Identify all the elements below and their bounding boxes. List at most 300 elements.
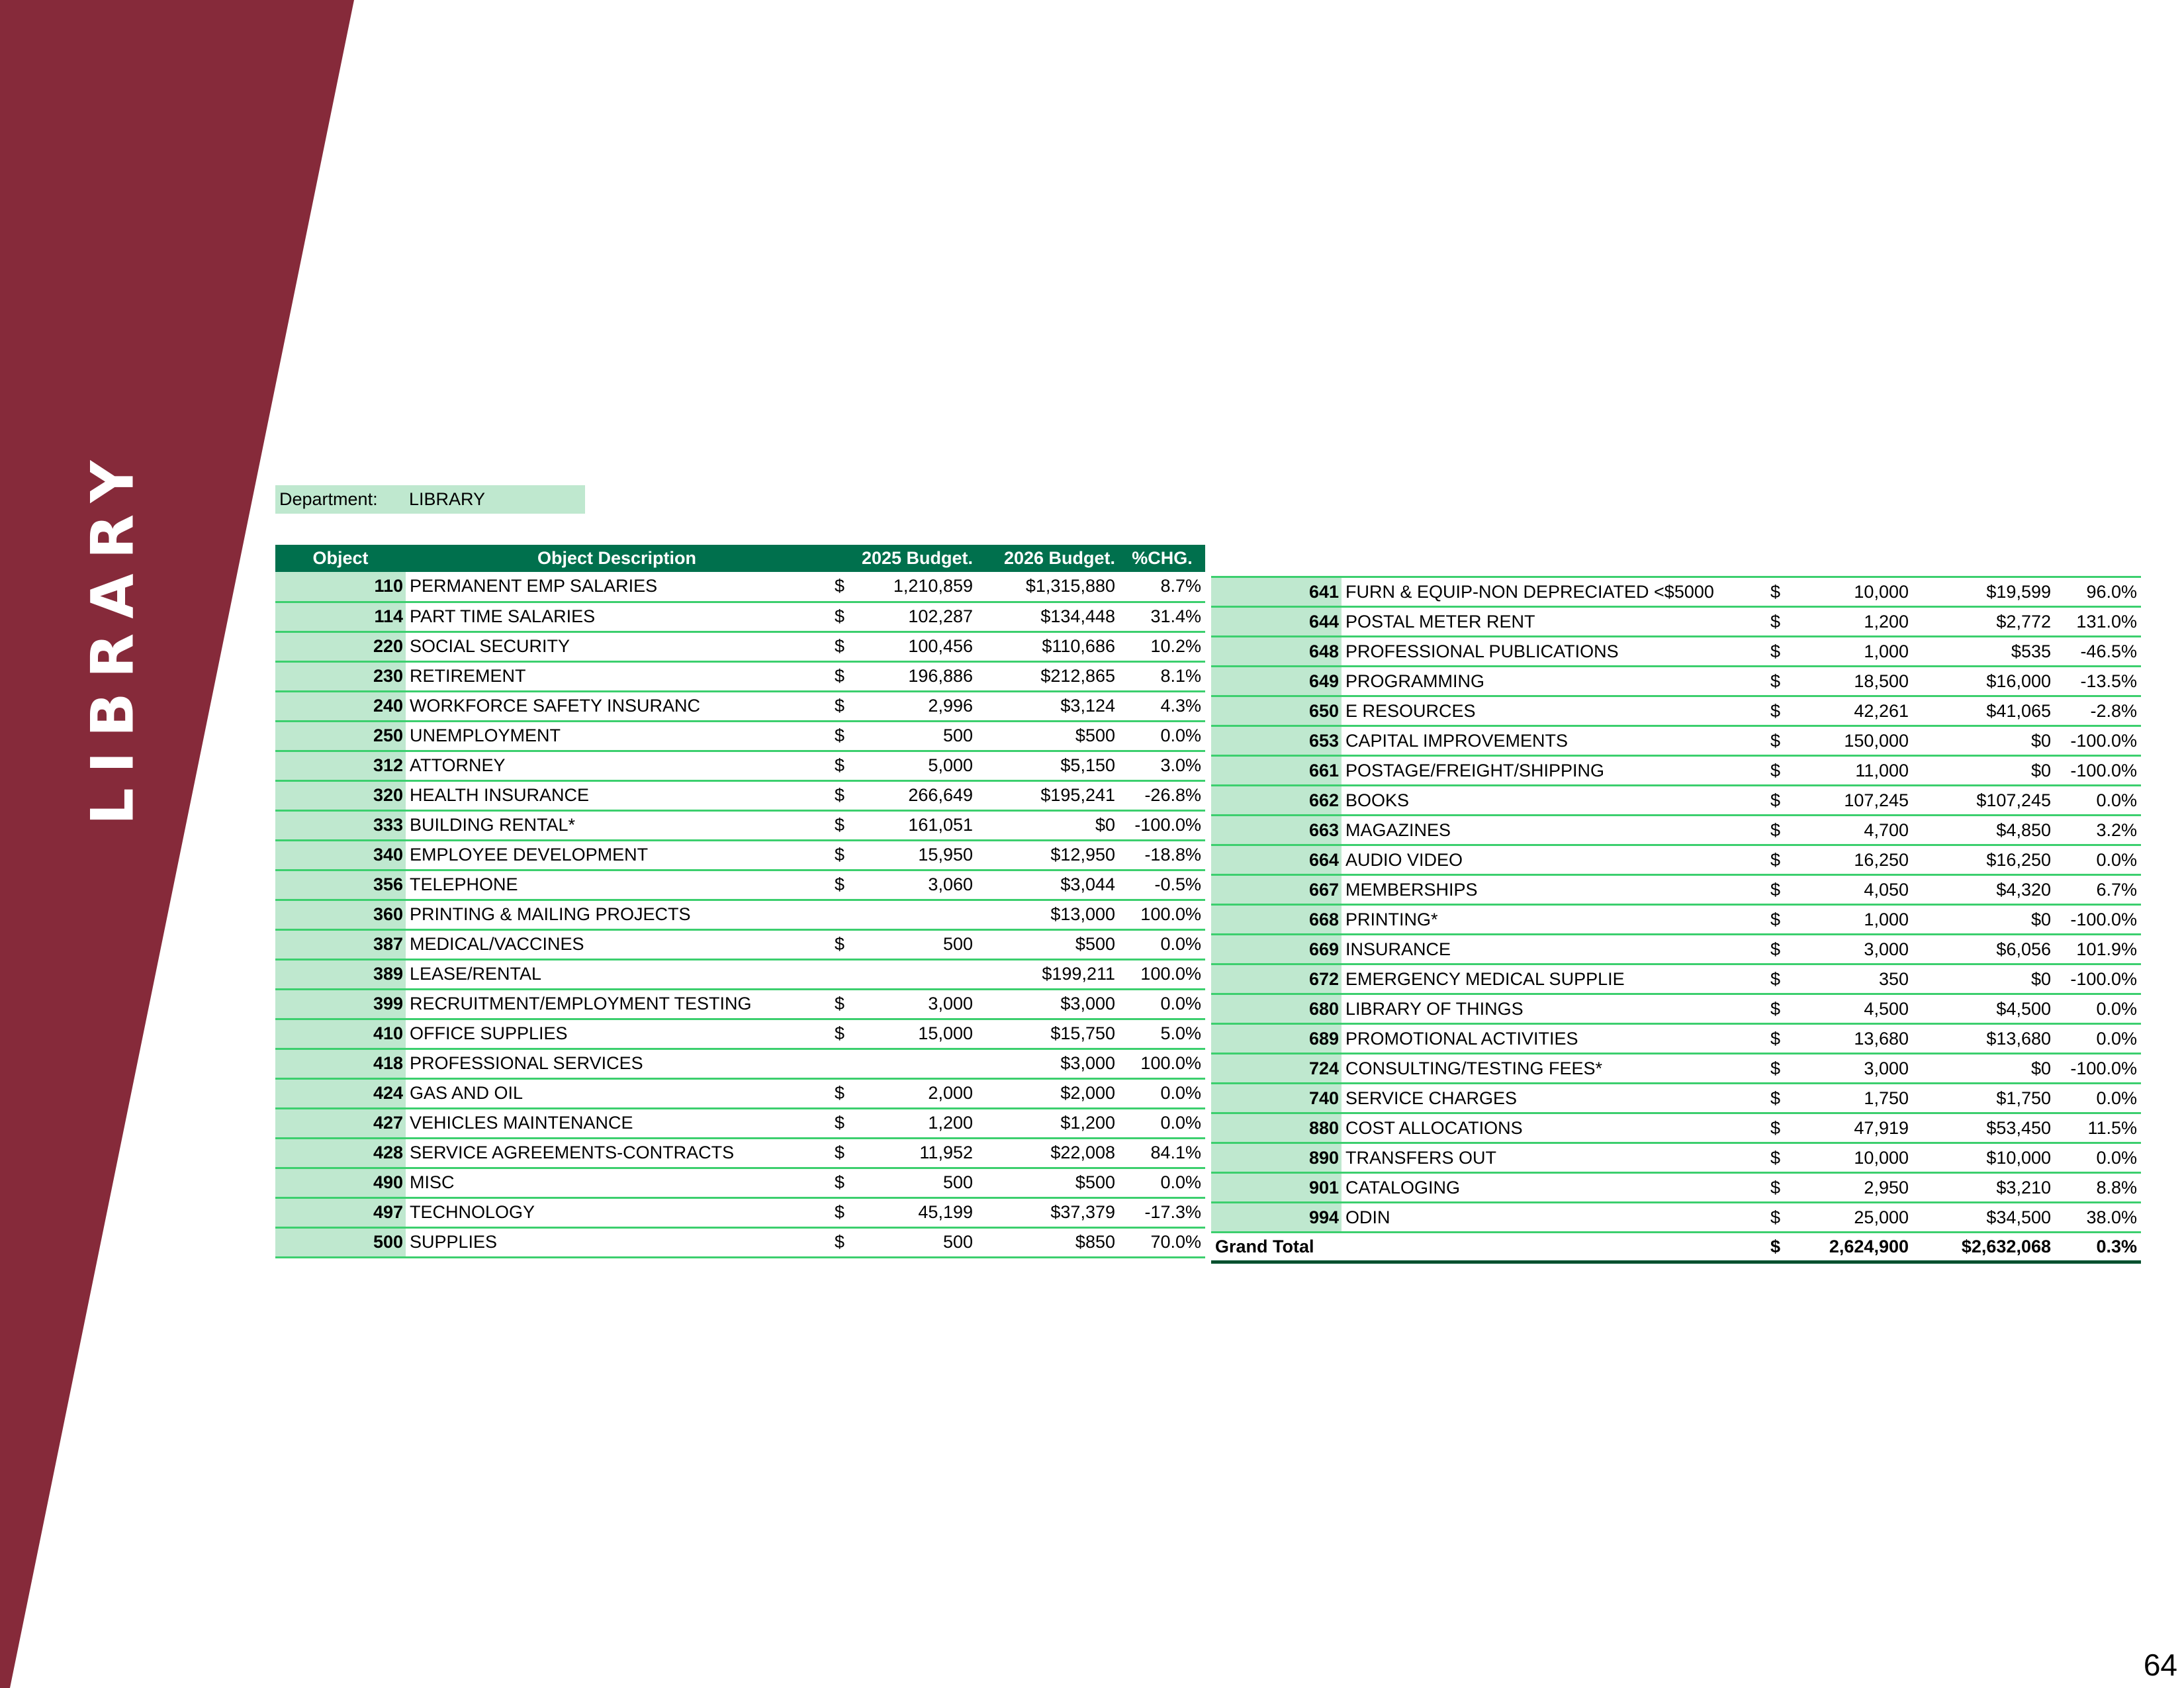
grand-total-2026: $2,632,068 — [1961, 1237, 2051, 1256]
budget-2026-cell: $3,210 — [1996, 1177, 2051, 1197]
description-cell: OFFICE SUPPLIES — [410, 1023, 568, 1043]
object-code-cell: 669 — [1211, 935, 1342, 964]
budget-2026-cell: $10,000 — [1986, 1147, 2051, 1168]
object-code-cell: 410 — [275, 1019, 406, 1049]
dollar-sign-cell: $ — [1770, 820, 1781, 840]
budget-2025-cell: 500 — [942, 726, 973, 745]
percent-change-cell: 0.0% — [1160, 726, 1201, 745]
budget-2026-cell: $850 — [1075, 1232, 1115, 1252]
description-cell: MAGAZINES — [1345, 820, 1451, 840]
table-row — [275, 900, 1205, 929]
object-code-cell: 994 — [1211, 1203, 1342, 1233]
percent-change-cell: 0.0% — [2096, 790, 2137, 810]
object-code-cell: 312 — [275, 751, 406, 780]
percent-change-cell: 0.0% — [1160, 994, 1201, 1013]
percent-change-cell: 3.2% — [2096, 820, 2137, 840]
description-cell: PROMOTIONAL ACTIVITIES — [1345, 1028, 1578, 1049]
budget-2025-cell: 10,000 — [1854, 581, 1909, 602]
budget-2026-cell: $34,500 — [1986, 1207, 2051, 1227]
percent-change-cell: 11.5% — [2087, 1117, 2137, 1138]
budget-2025-cell: 45,199 — [918, 1202, 973, 1222]
table-row — [275, 1138, 1205, 1168]
description-cell: COST ALLOCATIONS — [1345, 1117, 1523, 1138]
description-cell: SERVICE AGREEMENTS-CONTRACTS — [410, 1143, 735, 1162]
object-code-cell: 644 — [1211, 607, 1342, 637]
description-cell: FURN & EQUIP-NON DEPRECIATED <$5000 — [1345, 581, 1714, 602]
dollar-sign-cell: $ — [1770, 909, 1781, 929]
budget-2025-cell: 4,700 — [1864, 820, 1909, 840]
dollar-sign-cell: $ — [1770, 730, 1781, 751]
table-row — [275, 989, 1205, 1019]
table-row — [275, 661, 1205, 691]
object-code-cell: 389 — [275, 959, 406, 989]
object-code-cell: 689 — [1211, 1024, 1342, 1054]
table-row — [275, 1108, 1205, 1138]
object-code-cell: 424 — [275, 1078, 406, 1108]
budget-2026-cell: $0 — [1095, 815, 1115, 835]
dollar-sign-cell — [828, 959, 864, 989]
budget-2026-cell: $3,000 — [1060, 1053, 1115, 1073]
description-cell: GAS AND OIL — [410, 1083, 523, 1103]
header-description: Object Description — [537, 548, 697, 568]
dollar-sign-cell: $ — [835, 1023, 845, 1043]
budget-2026-cell: $4,320 — [1996, 879, 2051, 900]
table-row — [275, 721, 1205, 751]
description-cell: WORKFORCE SAFETY INSURANC — [410, 696, 701, 716]
percent-change-cell: 84.1% — [1150, 1143, 1201, 1162]
description-cell: LIBRARY OF THINGS — [1345, 998, 1524, 1019]
description-cell: PROFESSIONAL SERVICES — [410, 1053, 643, 1073]
budget-2025-cell: 13,680 — [1854, 1028, 1909, 1049]
budget-2026-cell: $110,686 — [1042, 636, 1115, 656]
dollar-sign-cell: $ — [835, 785, 845, 805]
percent-change-cell: 31.4% — [1150, 606, 1201, 626]
object-code-cell: 662 — [1211, 786, 1342, 816]
percent-change-cell: -26.8% — [1144, 785, 1201, 805]
description-cell: EMPLOYEE DEVELOPMENT — [410, 845, 649, 865]
description-cell: ATTORNEY — [410, 755, 506, 775]
object-code-cell: 427 — [275, 1108, 406, 1138]
dollar-sign-cell: $ — [835, 606, 845, 626]
budget-2025-cell: 350 — [1878, 968, 1909, 989]
description-cell: CONSULTING/TESTING FEES* — [1345, 1058, 1603, 1078]
description-cell: RECRUITMENT/EMPLOYMENT TESTING — [410, 994, 752, 1013]
object-code-cell: 680 — [1211, 994, 1342, 1024]
budget-2026-cell: $0 — [2030, 730, 2051, 751]
table-row — [1211, 1113, 2141, 1143]
percent-change-cell: -17.3% — [1144, 1202, 1201, 1222]
percent-change-cell: 100.0% — [1140, 904, 1201, 924]
budget-2026-cell: $1,315,880 — [1025, 576, 1115, 596]
object-code-cell: 114 — [275, 602, 406, 632]
table-row — [1211, 667, 2141, 696]
percent-change-cell: 100.0% — [1140, 964, 1201, 984]
budget-2026-cell: $2,000 — [1060, 1083, 1115, 1103]
object-code-cell: 650 — [1211, 696, 1342, 726]
dollar-sign-cell: $ — [835, 815, 845, 835]
table-row — [275, 810, 1205, 840]
budget-2026-cell: $0 — [2030, 1058, 2051, 1078]
percent-change-cell: -0.5% — [1154, 874, 1201, 894]
description-cell: E RESOURCES — [1345, 700, 1476, 721]
budget-2025-cell: 4,050 — [1864, 879, 1909, 900]
object-code-cell: 250 — [275, 721, 406, 751]
percent-change-cell: -13.5% — [2080, 671, 2137, 691]
percent-change-cell: 38.0% — [2086, 1207, 2137, 1227]
table-row — [275, 691, 1205, 721]
percent-change-cell: -2.8% — [2090, 700, 2137, 721]
table-row — [275, 572, 1205, 602]
budget-2025-cell: 5,000 — [928, 755, 973, 775]
dollar-sign-cell: $ — [1770, 1058, 1781, 1078]
table-row — [1211, 1054, 2141, 1084]
budget-2025-cell: 1,750 — [1864, 1088, 1909, 1108]
percent-change-cell: 6.7% — [2096, 879, 2137, 900]
object-code-cell: 428 — [275, 1138, 406, 1168]
budget-2025-cell: 1,210,859 — [893, 576, 973, 596]
table-row — [1211, 756, 2141, 786]
description-cell: SUPPLIES — [410, 1232, 498, 1252]
object-code-cell: 240 — [275, 691, 406, 721]
budget-2026-cell: $500 — [1075, 726, 1115, 745]
budget-2026-cell: $0 — [2030, 968, 2051, 989]
object-code-cell: 901 — [1211, 1173, 1342, 1203]
percent-change-cell: 0.0% — [2096, 849, 2137, 870]
dollar-sign-cell: $ — [1770, 611, 1781, 632]
budget-2025-cell: 11,000 — [1855, 760, 1909, 780]
dollar-sign-cell: $ — [835, 1143, 845, 1162]
object-code-cell: 356 — [275, 870, 406, 900]
dollar-sign-cell: $ — [1770, 1207, 1781, 1227]
table-row — [1211, 905, 2141, 935]
budget-2025-cell: 2,950 — [1864, 1177, 1909, 1197]
budget-2025-cell: 11,952 — [919, 1143, 973, 1162]
table-row — [1211, 637, 2141, 667]
object-code-cell: 664 — [1211, 845, 1342, 875]
budget-2026-cell: $13,680 — [1986, 1028, 2051, 1049]
left-table-body — [275, 572, 1205, 1257]
description-cell: SERVICE CHARGES — [1345, 1088, 1518, 1108]
table-row — [275, 1049, 1205, 1078]
percent-change-cell: 131.0% — [2076, 611, 2137, 632]
budget-2026-cell: $1,750 — [1996, 1088, 2051, 1108]
budget-2026-cell: $19,599 — [1986, 581, 2051, 602]
table-row — [275, 1227, 1205, 1257]
description-cell: MEDICAL/VACCINES — [410, 934, 584, 954]
percent-change-cell: -18.8% — [1144, 845, 1201, 865]
description-cell: CATALOGING — [1345, 1177, 1461, 1197]
budget-2026-cell: $134,448 — [1040, 606, 1115, 626]
budget-2025-cell: 196,886 — [908, 666, 973, 686]
percent-change-cell: 70.0% — [1150, 1232, 1201, 1252]
dollar-sign-cell: $ — [1770, 1147, 1781, 1168]
percent-change-cell: 8.8% — [2096, 1177, 2137, 1197]
budget-2025-cell: 2,996 — [928, 696, 973, 716]
budget-2025-cell: 266,649 — [908, 785, 973, 805]
description-cell: PART TIME SALARIES — [410, 606, 596, 626]
object-code-cell: 110 — [275, 572, 406, 602]
object-code-cell: 220 — [275, 632, 406, 661]
object-code-cell: 740 — [1211, 1084, 1342, 1113]
object-code-cell: 360 — [275, 900, 406, 929]
object-code-cell: 649 — [1211, 667, 1342, 696]
percent-change-cell: 0.0% — [2096, 998, 2137, 1019]
percent-change-cell: 100.0% — [1140, 1053, 1201, 1073]
description-cell: MEMBERSHIPS — [1345, 879, 1478, 900]
budget-2026-cell: $3,124 — [1060, 696, 1115, 716]
description-cell: SOCIAL SECURITY — [410, 636, 570, 656]
budget-2025-cell: 3,060 — [928, 874, 973, 894]
percent-change-cell: 0.0% — [1160, 1083, 1201, 1103]
budget-2026-cell: $2,772 — [1996, 611, 2051, 632]
page-number: 64 — [2143, 1648, 2177, 1682]
dollar-sign-cell: $ — [1770, 1028, 1781, 1049]
description-cell: ODIN — [1345, 1207, 1390, 1227]
table-row — [275, 751, 1205, 780]
sidebar-title: LIBRARY — [78, 445, 147, 825]
description-cell: PERMANENT EMP SALARIES — [410, 576, 658, 596]
table-row — [275, 1019, 1205, 1049]
budget-2026-cell: $41,065 — [1986, 700, 2051, 721]
header-object: Object — [312, 548, 369, 568]
table-row — [1211, 1084, 2141, 1113]
percent-change-cell: -46.5% — [2080, 641, 2137, 661]
table-row — [1211, 1173, 2141, 1203]
percent-change-cell: 0.0% — [2096, 1147, 2137, 1168]
description-cell: BUILDING RENTAL* — [410, 815, 576, 835]
table-header-row — [275, 545, 1205, 572]
budget-2025-cell: 25,000 — [1854, 1207, 1909, 1227]
budget-2025-cell: 500 — [942, 934, 973, 954]
object-code-cell: 663 — [1211, 816, 1342, 845]
percent-change-cell: 10.2% — [1150, 636, 1201, 656]
object-code-cell: 490 — [275, 1168, 406, 1197]
dollar-sign-cell: $ — [1770, 671, 1781, 691]
description-cell: BOOKS — [1345, 790, 1410, 810]
table-row — [1211, 607, 2141, 637]
description-cell: POSTAL METER RENT — [1345, 611, 1535, 632]
object-code-cell: 230 — [275, 661, 406, 691]
dollar-sign-cell: $ — [835, 755, 845, 775]
budget-2026-cell: $500 — [1075, 1172, 1115, 1192]
table-row — [1211, 964, 2141, 994]
description-cell: MISC — [410, 1172, 455, 1192]
budget-2025-cell — [864, 959, 977, 989]
dollar-sign-cell: $ — [835, 696, 845, 716]
budget-2026-cell: $53,450 — [1986, 1117, 2051, 1138]
budget-2026-cell: $0 — [2030, 909, 2051, 929]
object-code-cell: 653 — [1211, 726, 1342, 756]
budget-2025-cell — [864, 1049, 977, 1078]
dollar-sign-cell: $ — [1770, 939, 1781, 959]
percent-change-cell: -100.0% — [2070, 760, 2137, 780]
table-row — [275, 959, 1205, 989]
budget-2025-cell: 3,000 — [928, 994, 973, 1013]
header-budget-2026: 2026 Budget. — [1003, 548, 1115, 568]
budget-2025-cell: 1,000 — [1864, 909, 1909, 929]
dollar-sign-cell: $ — [1770, 1088, 1781, 1108]
dollar-sign-cell: $ — [835, 576, 845, 596]
dollar-sign-cell: $ — [1770, 641, 1781, 661]
budget-2025-cell: 3,000 — [1864, 939, 1909, 959]
table-row — [275, 1078, 1205, 1108]
dollar-sign-cell: $ — [835, 1083, 845, 1103]
description-cell: HEALTH INSURANCE — [410, 785, 590, 805]
description-cell: TRANSFERS OUT — [1345, 1147, 1497, 1168]
budget-2025-cell: 1,200 — [928, 1113, 973, 1133]
table-row — [275, 929, 1205, 959]
department-banner — [275, 485, 585, 514]
grand-total-dollar-sign: $ — [1770, 1237, 1781, 1256]
description-cell: LEASE/RENTAL — [410, 964, 542, 984]
table-row — [1211, 1203, 2141, 1233]
budget-2026-cell: $4,500 — [1996, 998, 2051, 1019]
object-code-cell: 387 — [275, 929, 406, 959]
table-row — [1211, 875, 2141, 905]
percent-change-cell: -100.0% — [2070, 909, 2137, 929]
budget-2025-cell: 100,456 — [908, 636, 973, 656]
dollar-sign-cell: $ — [835, 1232, 845, 1252]
budget-2026-cell: $5,150 — [1060, 755, 1115, 775]
department-label: Department: — [279, 489, 378, 509]
budget-2025-cell: 15,000 — [918, 1023, 973, 1043]
object-code-cell: 340 — [275, 840, 406, 870]
description-cell: PRINTING & MAILING PROJECTS — [410, 904, 691, 924]
description-cell: UNEMPLOYMENT — [410, 726, 561, 745]
dollar-sign-cell: $ — [1770, 581, 1781, 602]
budget-2025-cell: 2,000 — [928, 1083, 973, 1103]
description-cell: POSTAGE/FREIGHT/SHIPPING — [1345, 760, 1605, 780]
budget-2025-cell: 10,000 — [1854, 1147, 1909, 1168]
dollar-sign-cell: $ — [835, 1172, 845, 1192]
budget-2026-cell: $107,245 — [1976, 790, 2051, 810]
percent-change-cell: 8.7% — [1160, 576, 1201, 596]
object-code-cell: 668 — [1211, 905, 1342, 935]
object-code-cell: 333 — [275, 810, 406, 840]
percent-change-cell: -100.0% — [2070, 730, 2137, 751]
object-code-cell: 497 — [275, 1197, 406, 1227]
description-cell: PROGRAMMING — [1345, 671, 1485, 691]
object-code-cell: 399 — [275, 989, 406, 1019]
dollar-sign-cell: $ — [835, 845, 845, 865]
dollar-sign-cell: $ — [1770, 700, 1781, 721]
dollar-sign-cell — [828, 900, 864, 929]
percent-change-cell: 96.0% — [2086, 581, 2137, 602]
budget-2025-cell: 16,250 — [1854, 849, 1909, 870]
object-code-cell: 724 — [1211, 1054, 1342, 1084]
budget-2025-cell: 42,261 — [1854, 700, 1909, 721]
grand-total-row — [1211, 1233, 2141, 1262]
dollar-sign-cell: $ — [1770, 1177, 1781, 1197]
budget-2026-cell: $22,008 — [1050, 1143, 1115, 1162]
budget-2025-cell: 18,500 — [1854, 671, 1909, 691]
table-row — [275, 840, 1205, 870]
description-cell: PROFESSIONAL PUBLICATIONS — [1345, 641, 1619, 661]
table-row — [275, 1197, 1205, 1227]
budget-2026-cell: $500 — [1075, 934, 1115, 954]
dollar-sign-cell: $ — [835, 636, 845, 656]
table-row — [1211, 1024, 2141, 1054]
budget-2025-cell — [864, 900, 977, 929]
budget-2026-cell: $3,044 — [1060, 874, 1115, 894]
percent-change-cell: 4.3% — [1160, 696, 1201, 716]
description-cell: CAPITAL IMPROVEMENTS — [1345, 730, 1569, 751]
table-row — [275, 780, 1205, 810]
dollar-sign-cell: $ — [835, 934, 845, 954]
budget-2025-cell: 150,000 — [1844, 730, 1909, 751]
description-cell: EMERGENCY MEDICAL SUPPLIE — [1345, 968, 1625, 989]
budget-2026-cell: $16,250 — [1986, 849, 2051, 870]
budget-2026-cell: $1,200 — [1060, 1113, 1115, 1133]
dollar-sign-cell: $ — [835, 874, 845, 894]
object-code-cell: 418 — [275, 1049, 406, 1078]
object-code-cell: 648 — [1211, 637, 1342, 667]
budget-2026-cell: $3,000 — [1060, 994, 1115, 1013]
header-change: %CHG. — [1132, 548, 1193, 568]
right-table-body — [1211, 577, 2141, 1262]
budget-2025-cell: 500 — [942, 1232, 973, 1252]
percent-change-cell: 0.0% — [2096, 1088, 2137, 1108]
budget-2026-cell: $199,211 — [1042, 964, 1115, 984]
dollar-sign-cell: $ — [835, 666, 845, 686]
budget-2025-cell: 500 — [942, 1172, 973, 1192]
description-cell: TECHNOLOGY — [410, 1202, 535, 1222]
dollar-sign-cell — [828, 1049, 864, 1078]
dollar-sign-cell: $ — [835, 1113, 845, 1133]
description-cell: TELEPHONE — [410, 874, 518, 894]
budget-2025-cell: 47,919 — [1854, 1117, 1909, 1138]
percent-change-cell: 5.0% — [1160, 1023, 1201, 1043]
object-code-cell: 880 — [1211, 1113, 1342, 1143]
object-code-cell: 672 — [1211, 964, 1342, 994]
description-cell: RETIREMENT — [410, 666, 526, 686]
table-row — [1211, 816, 2141, 845]
budget-2026-cell: $6,056 — [1996, 939, 2051, 959]
object-code-cell: 890 — [1211, 1143, 1342, 1173]
budget-2025-cell: 4,500 — [1864, 998, 1909, 1019]
percent-change-cell: 0.0% — [1160, 934, 1201, 954]
table-row — [275, 870, 1205, 900]
object-code-cell: 641 — [1211, 577, 1342, 607]
budget-2026-cell: $195,241 — [1040, 785, 1115, 805]
dollar-sign-cell: $ — [1770, 998, 1781, 1019]
percent-change-cell: 8.1% — [1160, 666, 1201, 686]
budget-2026-cell: $13,000 — [1050, 904, 1115, 924]
object-code-cell: 667 — [1211, 875, 1342, 905]
table-row — [1211, 726, 2141, 756]
percent-change-cell: 0.0% — [2096, 1028, 2137, 1049]
header-budget-2025: 2025 Budget. — [861, 548, 973, 568]
grand-total-label: Grand Total — [1215, 1237, 1314, 1256]
budget-table-left — [275, 545, 1205, 1258]
budget-2025-cell: 1,200 — [1864, 611, 1909, 632]
percent-change-cell: 3.0% — [1160, 755, 1201, 775]
budget-2026-cell: $15,750 — [1050, 1023, 1115, 1043]
budget-2025-cell: 1,000 — [1864, 641, 1909, 661]
grand-total-2025: 2,624,900 — [1829, 1237, 1909, 1256]
percent-change-cell: -100.0% — [1134, 815, 1201, 835]
description-cell: PRINTING* — [1345, 909, 1438, 929]
object-code-cell: 661 — [1211, 756, 1342, 786]
budget-table-right — [1211, 576, 2141, 1264]
grand-total-change: 0.3% — [2096, 1237, 2137, 1256]
dollar-sign-cell: $ — [1770, 879, 1781, 900]
table-row — [1211, 577, 2141, 607]
table-row — [275, 632, 1205, 661]
table-row — [1211, 1143, 2141, 1173]
table-row — [1211, 786, 2141, 816]
table-row — [275, 1168, 1205, 1197]
